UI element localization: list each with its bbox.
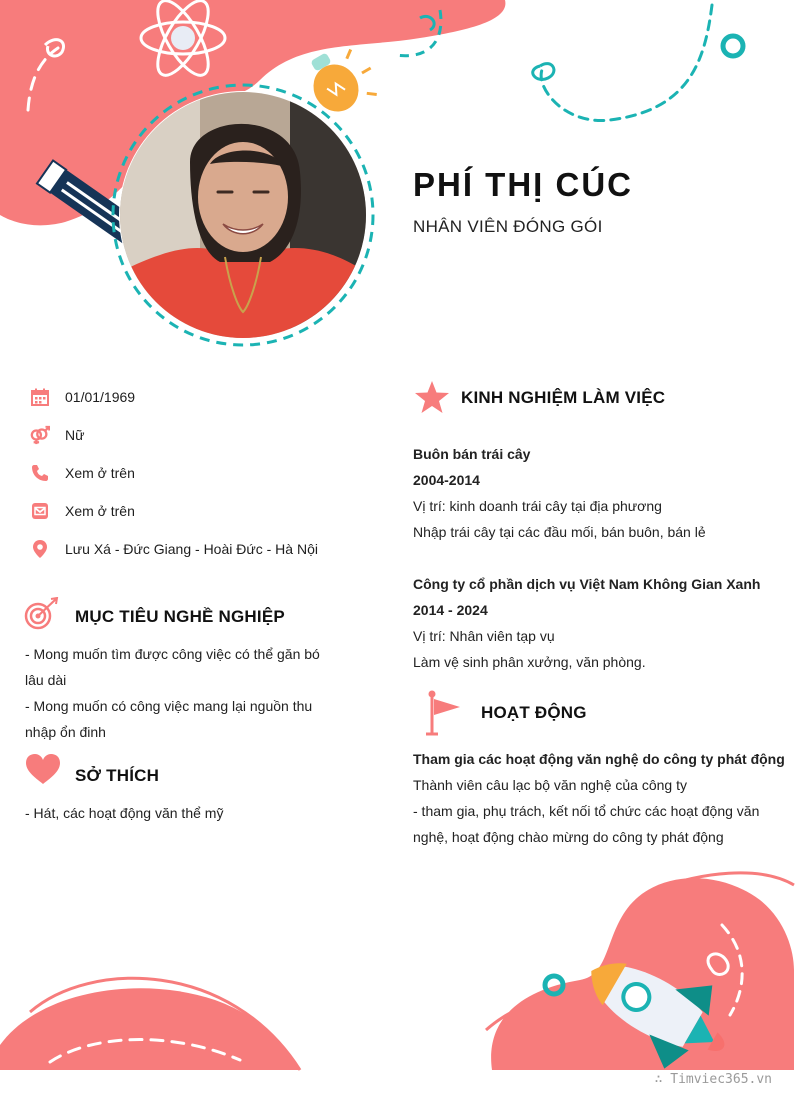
watermark [655, 1072, 772, 1087]
star-icon [414, 380, 450, 419]
phone-row [30, 461, 135, 485]
experience-position: Vị trí: Nhân viên tạp vụ [413, 628, 555, 644]
email-row [30, 499, 135, 523]
heart-icon [25, 753, 61, 790]
activities-heading: Tham gia các hoạt động văn nghệ do công ty phát động [413, 751, 785, 767]
activities-text [413, 746, 793, 850]
target-icon [24, 597, 60, 636]
experience-description: Làm vệ sinh phân xưởng, văn phòng. [413, 654, 646, 670]
phone-text: Xem ở trên [65, 465, 135, 481]
experience-company: Buôn bán trái cây [413, 446, 531, 462]
experience-position: Vị trí: kinh doanh trái cây tại địa phương [413, 498, 662, 514]
location-icon [30, 539, 50, 559]
experience-period: 2014 - 2024 [413, 602, 488, 618]
address-text: Lưu Xá - Đức Giang - Hoài Đức - Hà Nội [65, 541, 318, 557]
experience-item [413, 441, 783, 545]
flag-icon [418, 690, 462, 741]
experience-item [413, 571, 793, 675]
experience-company: Công ty cổ phần dịch vụ Việt Nam Không Gian Xanh [413, 576, 761, 592]
activities-line: - tham gia, phụ trách, kết nối tổ chức các hoạt động văn [413, 803, 760, 819]
birthday-text: 01/01/1969 [65, 389, 136, 405]
email-text: Xem ở trên [65, 503, 135, 519]
gender-text: Nữ [65, 427, 85, 443]
email-icon [30, 501, 50, 521]
phone-icon [30, 463, 50, 483]
gender-icon [30, 425, 50, 445]
experience-title: KINH NGHIỆM LÀM VIỆC [461, 388, 666, 407]
hobbies-title: SỞ THÍCH [75, 766, 160, 785]
job-title: NHÂN VIÊN ĐÓNG GÓI [413, 217, 603, 236]
experience-description: Nhập trái cây tại các đầu mối, bán buôn, bán lẻ [413, 524, 706, 540]
gender-row [30, 423, 84, 447]
objective-line: - Mong muốn có công việc mang lại nguồn thu [25, 698, 313, 714]
hobbies-text: - Hát, các hoạt động văn thể mỹ [25, 805, 224, 821]
objective-line: nhập ổn đinh [25, 724, 106, 740]
calendar-icon [30, 387, 50, 407]
activities-line: Thành viên câu lạc bộ văn nghệ của công ty [413, 777, 687, 793]
profile-photo [120, 92, 366, 338]
objective-text [25, 641, 345, 745]
objective-line: - Mong muốn tìm được công việc có thể găn bó [25, 646, 320, 662]
watermark-dots-icon: ∴ [654, 1072, 671, 1087]
candidate-name: PHÍ THỊ CÚC [413, 166, 633, 203]
activities-line: nghệ, hoạt động chào mừng do công ty phát động [413, 829, 724, 845]
activities-title: HOẠT ĐỘNG [481, 703, 587, 722]
address-row [30, 537, 318, 561]
objective-line: lâu dài [25, 672, 67, 688]
watermark-text: Timviec365.vn [670, 1072, 772, 1087]
experience-period: 2004-2014 [413, 472, 480, 488]
objective-title: MỤC TIÊU NGHỀ NGHIỆP [75, 607, 285, 626]
birthday-row [30, 385, 135, 409]
